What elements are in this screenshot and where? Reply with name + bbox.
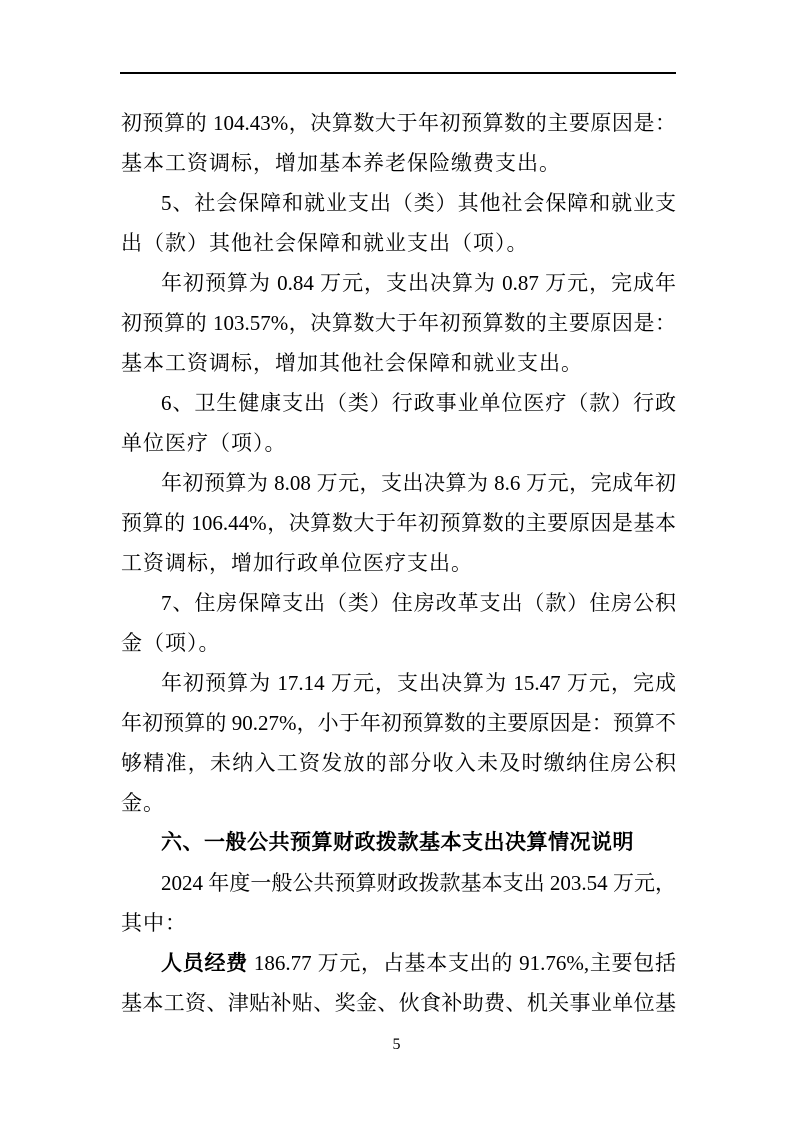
text-line: [121, 863, 676, 903]
text-segment: 金。: [121, 791, 165, 815]
text-segment: 初预算的 104.43%，决算数大于年初预算数的主要原因是：: [121, 111, 676, 135]
section-heading: [121, 823, 676, 863]
text-line: [121, 543, 676, 583]
text-segment: 其中：: [121, 911, 187, 935]
text-segment: 5、社会保障和就业支出（类）其他社会保障和就业支: [161, 191, 676, 215]
text-line: [121, 143, 676, 183]
text-segment: 基本工资调标，增加基本养老保险缴费支出。: [121, 151, 561, 175]
text-segment: 工资调标，增加行政单位医疗支出。: [121, 551, 473, 575]
text-segment: 年初预算的 90.27%，小于年初预算数的主要原因是：预算不: [121, 711, 676, 735]
text-line: [121, 583, 676, 623]
text-segment: 金（项）。: [121, 631, 221, 655]
text-segment: 初预算的 103.57%，决算数大于年初预算数的主要原因是：: [121, 311, 676, 335]
text-line: [121, 623, 676, 663]
text-line: [121, 903, 676, 943]
text-segment: 年初预算为 17.14 万元，支出决算为 15.47 万元，完成: [161, 671, 676, 695]
text-segment: 186.77 万元，占基本支出的 91.76%,主要包括: [247, 951, 676, 975]
text-line: [121, 663, 676, 703]
text-line: [121, 943, 676, 983]
text-segment: 年初预算为 0.84 万元，支出决算为 0.87 万元，完成年: [161, 271, 676, 295]
text-line: [121, 423, 676, 463]
text-segment: 基本工资、津贴补贴、奖金、伙食补助费、机关事业单位基: [121, 991, 676, 1015]
text-segment: 6、卫生健康支出（类）行政事业单位医疗（款）行政: [161, 391, 676, 415]
text-segment: 出（款）其他社会保障和就业支出（项）。: [121, 231, 529, 255]
header-rule: [120, 72, 676, 74]
text-segment: 2024 年度一般公共预算财政拨款基本支出 203.54 万元，: [161, 871, 676, 895]
text-line: [121, 743, 676, 783]
text-line: [121, 263, 676, 303]
text-line: [121, 103, 676, 143]
text-segment: 7、住房保障支出（类）住房改革支出（款）住房公积: [161, 591, 676, 615]
bold-text-segment: 人员经费: [161, 952, 248, 975]
text-line: [121, 503, 676, 543]
text-line: [121, 983, 676, 1023]
text-segment: 六、一般公共预算财政拨款基本支出决算情况说明: [161, 831, 634, 854]
page-number: 5: [392, 1036, 401, 1053]
text-line: [121, 463, 676, 503]
text-line: [121, 703, 676, 743]
text-segment: 预算的 106.44%，决算数大于年初预算数的主要原因是基本: [121, 511, 676, 535]
text-line: [121, 783, 676, 823]
text-segment: 基本工资调标，增加其他社会保障和就业支出。: [121, 351, 583, 375]
document-body: [121, 103, 676, 1023]
text-line: [121, 223, 676, 263]
text-segment: 年初预算为 8.08 万元，支出决算为 8.6 万元，完成年初: [161, 471, 676, 495]
text-segment: 单位医疗（项）。: [121, 431, 287, 455]
text-segment: 够精准，未纳入工资发放的部分收入未及时缴纳住房公积: [121, 751, 676, 775]
text-line: [121, 303, 676, 343]
text-line: [121, 183, 676, 223]
text-line: [121, 383, 676, 423]
text-line: [121, 343, 676, 383]
page-footer: [0, 1034, 793, 1056]
